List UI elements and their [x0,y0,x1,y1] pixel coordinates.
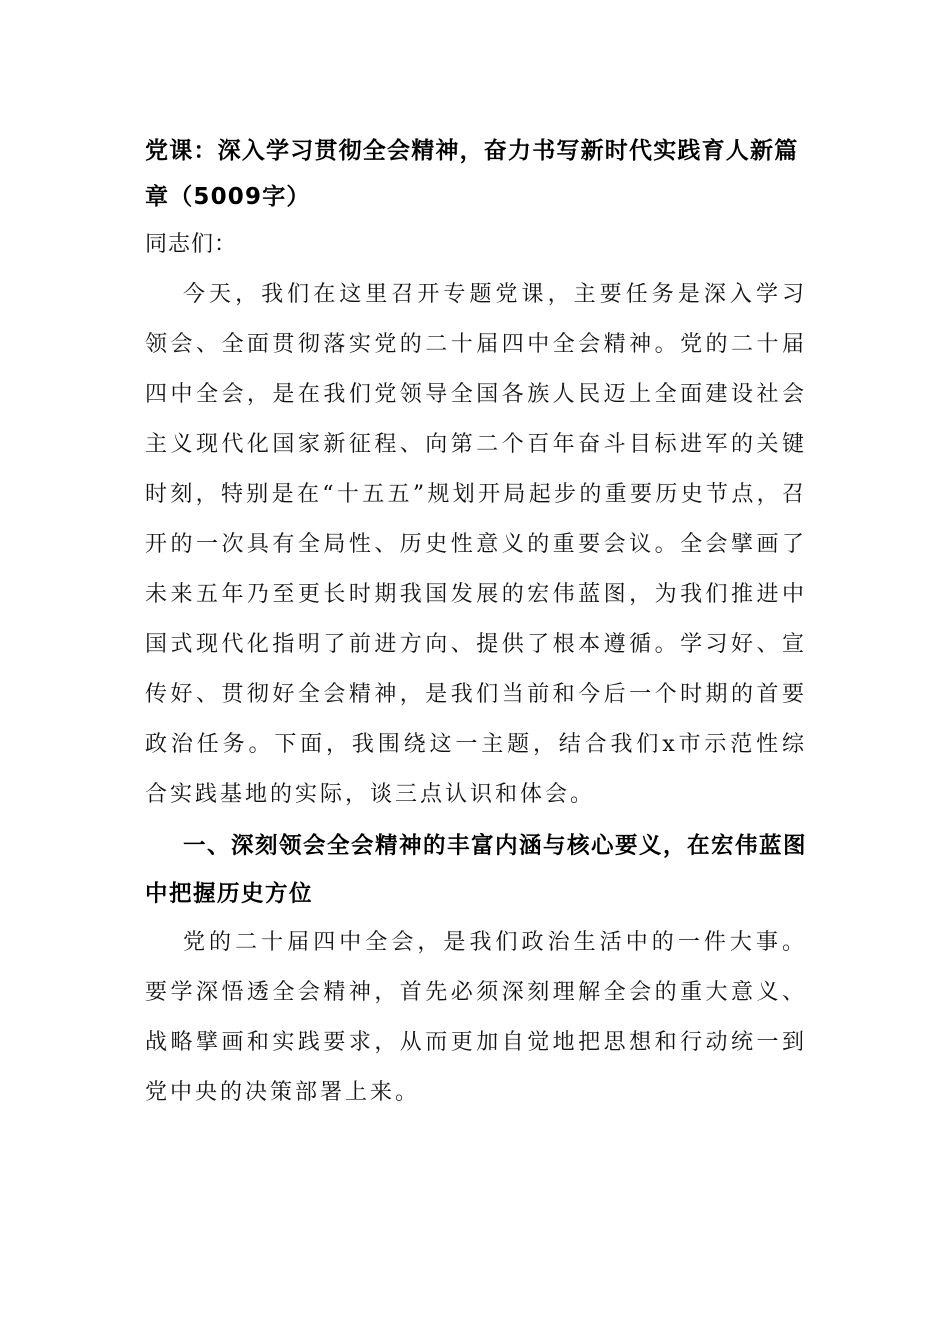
section-1-paragraph: 党的二十届四中全会，是我们政治生活中的一件大事。要学深悟透全会精神，首先必须深刻理解全会的重大意义、战略擘画和实践要求，从而更加自觉地把思想和行动统一到党中央的决策部署上来。 [145,930,807,1105]
document-page [145,128,807,1118]
intro-paragraph: 今天，我们在这里召开专题党课，主要任务是深入学习领会、全面贯彻落实党的二十届四中全会精神。党的二十届四中全会，是在我们党领导全国各族人民迈上全面建设社会主义现代化国家新征程、向第二个百年奋斗目标进军的关键时刻，特别是在“十五五”规划开局起步的重要历史节点，召开的一次具有全局性、历史性意义的重要会议。全会擘画了未来五年乃至更长时期我国发展的宏伟蓝图，为我们推进中国式现代化指明了前进方向、提供了根本遵循。学习好、宣传好、贯彻好全会精神，是我们当前和今后一个时期的首要政治任务。下面，我围绕这一主题，结合我们x市示范性综合实践基地的实际，谈三点认识和体会。 [145,282,807,807]
document-title: 党课：深入学习贯彻全会精神，奋力书写新时代实践育人新篇章（5009字） [145,138,799,210]
section-1-heading: 一、深刻领会全会精神的丰富内涵与核心要义，在宏伟蓝图中把握历史方位 [145,833,808,907]
salutation: 同志们： [145,232,238,257]
